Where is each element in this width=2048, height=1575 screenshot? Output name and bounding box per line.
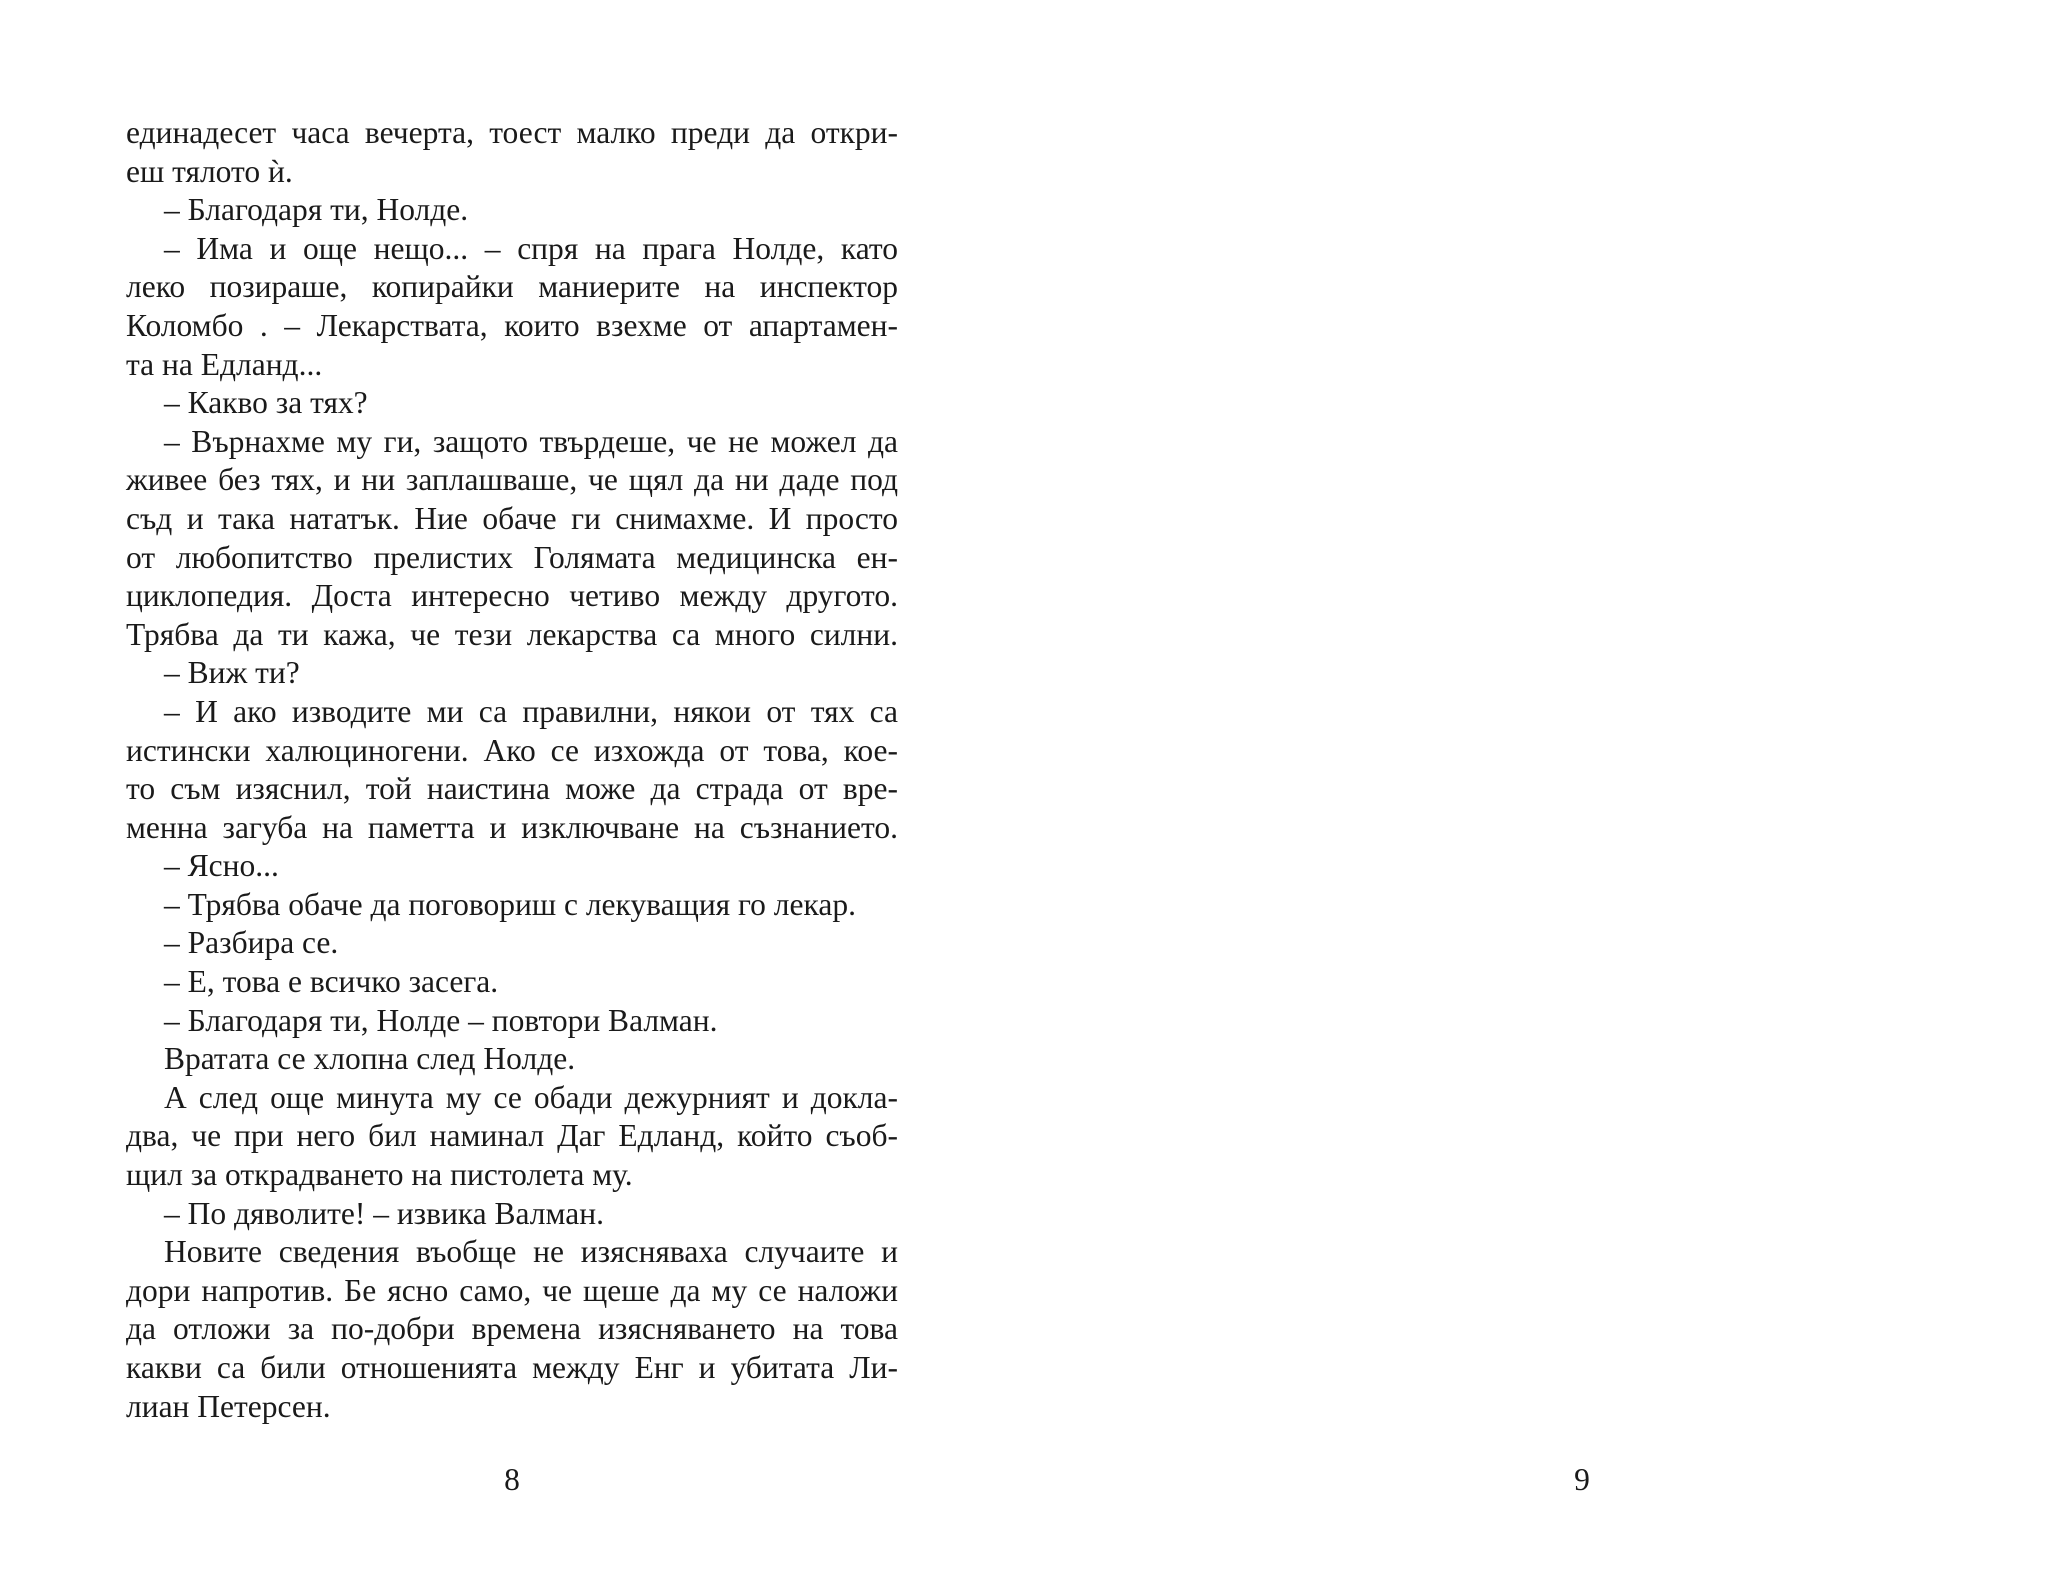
page-number-left: 8 bbox=[504, 1462, 520, 1497]
text-line: единадесет часа вечерта, тоест малко преди да откри- bbox=[126, 115, 898, 150]
text-line: циклопедия. Доста интересно четиво между другото. bbox=[126, 578, 898, 614]
text-line: леко позираше, копирайки маниерите на инспектор bbox=[126, 269, 898, 305]
text-line: – Какво за тях? bbox=[164, 385, 368, 421]
text-line: два, че при него бил наминал Даг Едланд, който съоб- bbox=[126, 1118, 898, 1154]
text-line: менна загуба на паметта и изключване на съзнанието. bbox=[126, 809, 898, 845]
text-line: Вратата се хлопна след Нолде. bbox=[164, 1041, 576, 1077]
text-line: Коломбо . – Лекарствата, които взехме от апартамен- bbox=[126, 307, 898, 343]
text-line: съд и така нататък. Ние обаче ги снимахме. И просто bbox=[126, 500, 898, 536]
text-line: щил за открадването на пистолета му. bbox=[126, 1157, 633, 1193]
text-line: Новите сведения въобще не изясняваха случаите и bbox=[164, 1234, 898, 1270]
text-line: А след още минута му се обади дежурният и докла- bbox=[164, 1079, 898, 1115]
text-line: – Виж ти? bbox=[164, 655, 300, 691]
text-line: та на Едланд... bbox=[126, 346, 323, 382]
text-line: живее без тях, и ни заплашваше, че щял да ни даде под bbox=[126, 462, 898, 498]
text-line: – Има и още нещо... – спря на прага Нолде, като bbox=[164, 230, 898, 266]
text-line: еш тялото ѝ. bbox=[126, 153, 293, 189]
text-line: да отложи за по-добри времена изясняването на това bbox=[126, 1311, 898, 1347]
text-line: – И ако изводите ми са правилни, някои от тях са bbox=[164, 693, 898, 729]
text-line: дори напротив. Бе ясно само, че щеше да му се наложи bbox=[126, 1272, 898, 1308]
text-line: – Благодаря ти, Нолде – повтори Валман. bbox=[164, 1002, 718, 1038]
text-line: Трябва да ти кажа, че тези лекарства са много силни. bbox=[126, 616, 898, 652]
text-line: – Разбира се. bbox=[164, 925, 339, 961]
right-page bbox=[1024, 0, 2048, 1575]
text-line: какви са били отношенията между Енг и убитата Ли- bbox=[126, 1350, 898, 1385]
text-line: – По дяволите! – извика Валман. bbox=[164, 1195, 604, 1231]
text-line: от любопитство прелистих Голямата медицинска ен- bbox=[126, 539, 898, 575]
page-number-right: 9 bbox=[1574, 1462, 1590, 1497]
text-line: – Е, това е всичко засега. bbox=[164, 964, 499, 1000]
body-text bbox=[126, 114, 898, 1426]
text-line: – Трябва обаче да поговориш с лекуващия го лекар. bbox=[164, 886, 856, 922]
text-line: лиан Петерсен. bbox=[126, 1388, 331, 1424]
text-line: то съм изяснил, той наистина може да страда от вре- bbox=[126, 771, 898, 807]
text-line: – Благодаря ти, Нолде. bbox=[164, 192, 469, 228]
text-line: истински халюциногени. Ако се изхожда от това, кое- bbox=[126, 732, 898, 768]
text-line: – Ясно... bbox=[164, 848, 279, 884]
text-line: – Върнахме му ги, защото твърдеше, че не можел да bbox=[164, 423, 898, 459]
